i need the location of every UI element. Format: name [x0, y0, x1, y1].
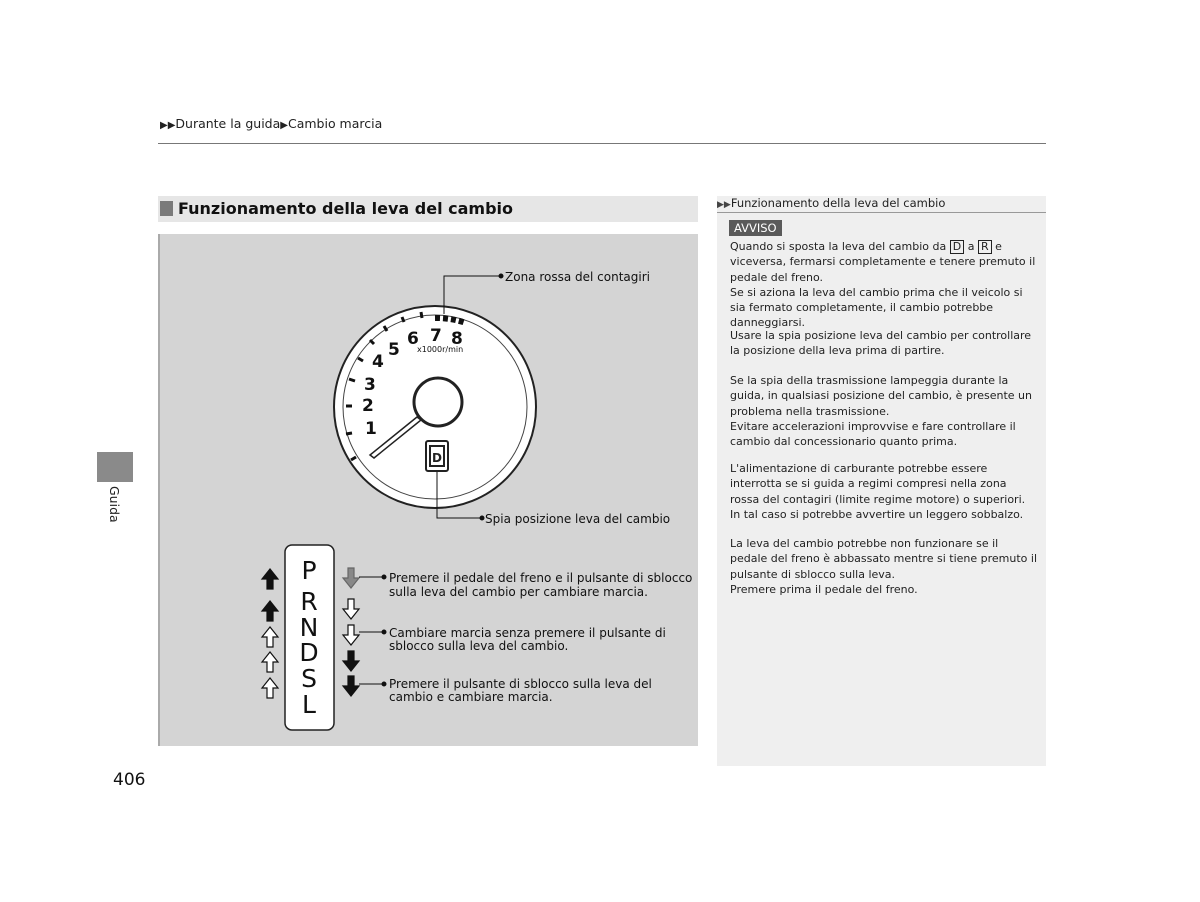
legend-2-line-2: sblocco sulla leva del cambio.	[389, 639, 569, 653]
chapter-label: Guida	[107, 486, 122, 523]
gear-key-d: D	[950, 240, 964, 254]
note-text: La leva del cambio potrebbe non funzionare se il pedale del freno è abbassato mentre si tiene premuto il pulsante di sblocco sulla leva.	[730, 537, 1038, 581]
section-title: Funzionamento della leva del cambio	[178, 199, 514, 218]
arrow-up-outline-icon	[262, 652, 278, 672]
note-paragraph-1	[730, 239, 1038, 331]
note-paragraph-4: L'alimentazione di carburante potrebbe essere interrotta se si guida a regimi compresi nella zona rossa del contagiri (limite regime motore) o superiori. In tal caso si potrebbe avvertire un leggero sobbalzo.	[730, 462, 1026, 521]
arrow-down-outline-icon	[343, 625, 359, 645]
figure-illustration	[160, 234, 698, 746]
tach-number: 1	[365, 419, 377, 439]
gear-letter-p: P	[301, 556, 317, 585]
arrow-up-filled-icon	[262, 569, 278, 589]
tach-number: 8	[451, 329, 463, 349]
tach-unit-label: x1000r/min	[417, 345, 464, 354]
arrow-down-filled-icon	[343, 651, 359, 671]
note-paragraph-3	[730, 373, 1038, 449]
gear-letter-r: R	[300, 587, 318, 616]
note-text: Premere prima il pedale del freno.	[730, 582, 918, 596]
legend-3-line-2: cambio e cambiare marcia.	[389, 690, 553, 704]
tach-number: 7	[430, 326, 442, 346]
header-divider	[158, 143, 1046, 144]
gear-letter-n: N	[299, 613, 319, 642]
note-paragraph-2: Usare la spia posizione leva del cambio per controllare la posizione della leva prima di partire.	[730, 329, 1032, 358]
note-text: Se la spia della trasmissione lampeggia durante la guida, in qualsiasi posizione del cambio, è presente un problema nella trasmissione.	[730, 374, 1032, 418]
breadcrumb-item-1[interactable]: Durante la guida	[175, 116, 281, 131]
legend-1-line-1: Premere il pedale del freno e il pulsante di sblocco	[389, 571, 693, 585]
arrow-up-filled-icon	[262, 601, 278, 621]
warning-badge: AVVISO	[729, 220, 782, 236]
gear-key-r: R	[978, 240, 992, 254]
breadcrumb-item-2[interactable]: Cambio marcia	[287, 116, 383, 131]
arrow-down-filled-icon	[343, 676, 359, 696]
note-paragraph-5	[730, 536, 1038, 597]
tach-number: 2	[362, 396, 374, 416]
legend-1-line-2: sulla leva del cambio per cambiare marcia.	[389, 585, 648, 599]
note-panel	[717, 196, 1046, 766]
legend-2-line-1: Cambiare marcia senza premere il pulsante di	[389, 626, 666, 640]
tach-number: 4	[372, 352, 384, 372]
redzone-callout-label: Zona rossa del contagiri	[505, 270, 650, 284]
section-header	[158, 196, 698, 222]
note-text: e viceversa, fermarsi completamente e tenere premuto il pedale del freno.	[730, 240, 1036, 284]
figure-panel	[158, 234, 698, 746]
tachometer	[334, 306, 536, 508]
note-text: Se si aziona la leva del cambio prima che il veicolo si sia fermato completamente, il cambio potrebbe danneggiarsi.	[730, 285, 1023, 330]
note-arrow-icon: ▶▶	[717, 200, 731, 210]
breadcrumb-arrow-icon: ▶▶	[160, 120, 176, 131]
note-text: Quando si sposta la leva del cambio da	[730, 240, 950, 253]
tach-number: 6	[407, 329, 419, 349]
breadcrumb-arrow-icon: ▶	[280, 120, 288, 131]
gear-letter-d: D	[299, 638, 319, 667]
gear-letter-l: L	[302, 690, 316, 719]
chapter-tab[interactable]	[97, 452, 133, 482]
arrow-up-outline-icon	[262, 678, 278, 698]
page-number: 406	[113, 770, 146, 790]
svg-text:D: D	[432, 451, 442, 465]
note-header	[717, 196, 1046, 213]
note-text: a	[964, 240, 978, 253]
gear-letter-s: S	[301, 664, 317, 693]
section-marker-icon	[160, 201, 173, 216]
arrow-down-gray-icon	[343, 568, 359, 588]
tach-number: 3	[364, 375, 376, 395]
arrow-down-outline-icon	[343, 599, 359, 619]
note-text: Evitare accelerazioni improvvise e fare controllare il cambio dal concessionario quanto prima.	[730, 419, 1016, 449]
tach-number: 5	[388, 340, 400, 360]
indicator-callout-label: Spia posizione leva del cambio	[485, 512, 671, 526]
legend-3-line-1: Premere il pulsante di sblocco sulla leva del	[389, 677, 652, 691]
note-header-title: Funzionamento della leva del cambio	[730, 196, 946, 210]
arrow-up-outline-icon	[262, 627, 278, 647]
breadcrumb	[160, 116, 382, 131]
